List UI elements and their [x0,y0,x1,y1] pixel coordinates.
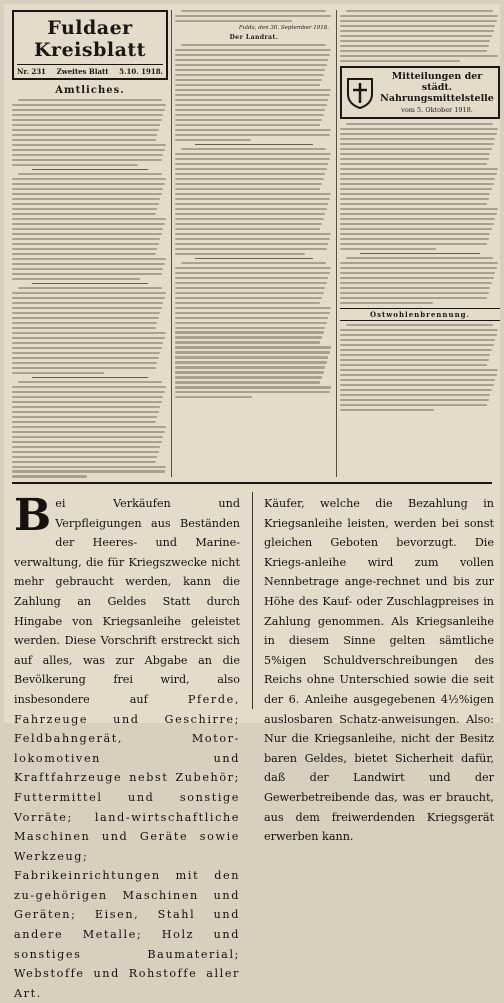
text-line [175,213,325,215]
text-line [12,352,160,354]
text-line [340,233,490,235]
text-line [12,278,140,280]
text-line [340,329,498,331]
text-line [175,248,327,250]
text-line [175,59,328,61]
text-line [12,327,156,329]
text-line [340,409,434,411]
text-line [12,198,160,200]
text-line [340,384,494,386]
text-line [12,406,160,408]
text-line [175,277,328,279]
text-line [175,193,331,195]
text-line [175,322,327,324]
text-line [12,411,159,413]
text-line [340,128,498,130]
text-line [12,292,166,294]
text-line [12,362,157,364]
text-line [175,396,252,398]
text-line [175,233,331,235]
text-line [12,263,165,265]
text-line [340,40,490,42]
text-line [340,228,492,230]
notice-text: ei Verkäufen und Verpfleigungen aus Beständen der Heeres- und Marine-verwaltung, die für Kriegszwecke nicht mehr gebraucht werden, kann die Zahlung an Geldes Statt durch Hingabe von Kriegsanleihe geleistet werden. Diese Vorschrift erstreckt sich auf alles, was zur Abgabe an die Bevölkerung frei wird, also insbesondere auf [14,497,240,706]
text-line [175,104,327,106]
text-line [340,404,487,406]
text-line [175,346,331,348]
text-line [340,183,494,185]
text-line [175,341,320,343]
text-line [12,164,138,166]
text-line [175,292,324,294]
article-text [340,324,500,411]
issue-date: 5.10. 1918. [119,67,163,76]
column-left [12,10,168,477]
text-line [175,366,325,368]
text-line [175,158,330,160]
article-text [340,257,500,304]
text-line [12,426,166,428]
text-line [12,297,165,299]
text-line [175,312,330,314]
text-line [12,421,156,423]
article-text [340,10,500,62]
text-line [12,144,166,146]
text-line [340,287,490,289]
text-line [12,134,157,136]
text-line [175,272,330,274]
text-line [175,391,330,393]
notice-column-right [264,494,494,844]
text-line [12,342,163,344]
text-line [12,367,156,369]
text-line [175,282,327,284]
text-line [175,307,331,309]
text-line [340,173,497,175]
article-text [12,381,168,478]
article-text [12,99,168,166]
text-line [346,324,493,326]
text-line [175,64,327,66]
text-line [175,331,324,333]
text-line [340,399,489,401]
masthead-title: Fuldaer Kreisblatt [34,17,146,61]
text-line [340,272,495,274]
text-line [340,292,489,294]
text-line [340,50,487,52]
divider [32,283,148,284]
text-line [12,401,162,403]
text-line [175,163,328,165]
text-line [175,253,305,255]
text-line [346,123,493,125]
text-line [340,297,487,299]
column-rule [336,10,337,477]
text-line [340,25,495,27]
text-line [175,243,328,245]
text-line [340,158,489,160]
text-line [340,374,497,376]
text-line [12,223,165,225]
text-line [12,357,159,359]
text-line [340,344,494,346]
text-line [12,475,87,477]
text-line [175,351,330,353]
text-line [12,188,163,190]
text-line [175,356,328,358]
text-line [340,364,487,366]
text-line [340,359,489,361]
text-line [175,188,320,190]
notice-conclusion: Also: Nur die Kriegsanleihe, nicht der Besitz baren Geldes, bietet Sicherheit dafür, daß der Landwirt und der Gewerbetreibende das, was er braucht, aus dem freiwerdenden Kriegsgerät erwerben kann. [264,712,494,844]
text-line [340,238,489,240]
edition-label: Zweites Blatt [56,67,109,76]
text-line [175,119,322,121]
text-line [12,109,165,111]
text-line [175,84,320,86]
newspaper-page [4,4,500,1000]
text-line [175,89,331,91]
text-line [175,223,322,225]
column-right [340,10,500,477]
text-line [340,30,494,32]
text-line [12,193,162,195]
text-line [340,148,492,150]
text-line [12,208,157,210]
text-line [12,312,160,314]
city-coat-of-arms-icon [345,76,375,110]
text-line [175,69,325,71]
text-line [340,218,495,220]
text-line [12,451,159,453]
text-line [12,386,166,388]
text-line [12,154,163,156]
text-line [340,153,490,155]
text-line [340,248,436,250]
divider [360,253,480,254]
text-line [12,213,156,215]
article-text [175,10,333,22]
notice-text: Käufer, welche die Bezahlung in Kriegsanleihe leisten, werden bei sonst gleichen Geboten bevorzugt. Die Kriegs-anleihe wird zum vollen Nennbetrage ange-rechnet und bis zur Höhe des Kauf- oder Zuschlagpreises in Zahlung genommen. Als Kriegsanleihe in diesem Sinne gelten sämtliche 5%igen Schuldverschreibungen des Reichs ohne Unterschied sowie die seit der 6. Anleihe ausgegebenen 4½%igen auslosbaren Schatz-anweisungen. [264,497,494,726]
text-line [340,302,433,304]
text-line [340,143,494,145]
text-line [175,168,327,170]
text-line [12,178,166,180]
text-line [175,198,330,200]
text-line [340,349,492,351]
text-line [12,114,163,116]
text-line [12,332,166,334]
text-line [175,327,325,329]
text-line [175,336,322,338]
text-line [12,253,156,255]
masthead [12,10,168,80]
article-text [175,44,333,141]
text-line [340,389,492,391]
text-line [340,168,498,170]
text-line [340,198,489,200]
text-line [340,282,492,284]
text-line [12,396,163,398]
text-line [175,203,328,205]
text-line [340,138,495,140]
text-line [175,54,330,56]
divider [32,377,148,378]
text-line [340,223,494,225]
text-line [340,15,498,17]
text-line [12,243,159,245]
text-line [175,79,322,81]
text-line [12,391,165,393]
text-line [340,188,492,190]
text-line [175,173,325,175]
text-line [175,386,331,388]
text-line [175,371,324,373]
text-line [12,268,163,270]
text-line [175,228,320,230]
column-middle [175,10,333,477]
text-line [12,446,160,448]
column-rule [171,10,172,477]
text-line [340,267,497,269]
text-line [12,228,163,230]
text-line [175,218,324,220]
text-line [340,163,487,165]
upper-columns [12,10,492,477]
text-line [175,114,324,116]
text-line [12,129,159,131]
article-text [12,173,168,280]
text-line [12,302,163,304]
text-line [175,361,327,363]
text-line [12,159,162,161]
text-line [181,44,326,46]
text-line [175,49,331,51]
war-loan-notice [12,482,494,1000]
text-line [175,297,322,299]
text-line [18,287,162,289]
text-line [175,317,328,319]
text-line [175,99,328,101]
text-line [12,436,163,438]
text-line [175,208,327,210]
text-line [340,277,494,279]
text-line [12,273,162,275]
text-line [181,262,326,264]
text-line [12,317,159,319]
text-line [175,238,330,240]
notice-box [340,66,500,119]
article-text [175,262,333,399]
text-line [18,173,162,175]
text-line [12,307,162,309]
text-line [175,74,324,76]
divider [32,169,148,170]
text-line [340,213,497,215]
text-line [12,466,166,468]
text-line [181,10,326,12]
divider [195,258,313,259]
text-line [12,149,165,151]
text-line [346,257,493,259]
text-line [175,15,331,17]
text-line [12,441,162,443]
divider [195,144,313,145]
issue-number: Nr. 231 [17,67,46,76]
text-line [12,347,162,349]
text-line [175,134,330,136]
text-line [175,302,320,304]
text-line [340,379,495,381]
text-line [12,104,166,106]
text-line [175,109,325,111]
notice-box-date: vom 5. Oktober 1918. [401,106,473,115]
notice-column-left [14,490,240,1000]
text-line [12,431,165,433]
text-line [12,461,156,463]
signature-date: Fulda, den 30. September 1918. [238,24,329,31]
text-line [12,337,165,339]
text-line [175,20,292,22]
text-line [12,416,157,418]
article-text [340,123,500,250]
text-line [340,45,489,47]
text-line [12,124,160,126]
text-line [340,178,495,180]
text-line [340,133,497,135]
text-line [175,267,331,269]
signature-author: Der Landrat. [229,33,279,41]
text-line [18,99,162,101]
section-headline: Ostwohlenbrennung. [340,308,500,321]
text-line [340,203,487,205]
text-line [346,10,493,12]
notice-box-title: Mitteilungen der städt. Nahrungsmittelstelle [380,71,494,105]
text-line [340,208,498,210]
text-line [175,153,331,155]
text-line [340,20,497,22]
section-title: Amtliches. [55,85,125,96]
text-line [340,262,498,264]
text-line [12,139,156,141]
text-line [340,354,490,356]
text-line [181,148,326,150]
text-line [18,381,162,383]
drop-cap: B [14,490,52,541]
text-line [12,238,160,240]
text-line [340,339,495,341]
text-line [340,60,460,62]
text-line [340,193,490,195]
text-line [12,470,165,472]
text-line [340,55,498,57]
text-line [175,139,251,141]
text-line [12,322,157,324]
text-line [12,456,157,458]
text-line [12,372,104,374]
text-line [12,218,166,220]
text-line [12,183,165,185]
text-line [340,243,487,245]
article-text [12,287,168,374]
text-line [175,376,322,378]
text-line [340,369,498,371]
text-line [175,178,324,180]
text-line [175,124,320,126]
text-line [175,381,320,383]
text-line [12,119,162,121]
masthead-info [17,64,163,76]
text-line [12,258,166,260]
notice-goods-list: Pferde, Fahrzeuge und Geschirre; Feldbahngerät, Motor-lokomotiven und Kraftfahrzeuge nebst Zubehör; Futtermittel und sonstige Vorräte; land-wirtschaftliche Maschinen und Geräte sowie Werkzeug; Fabrikeinrichtungen mit den zu-gehörigen Maschinen und Geräten; Eisen, Stahl und andere Metalle; Holz und sonstiges Baumaterial; Webstoffe und Rohstoffe aller Art. [14,692,240,1000]
article-text [175,148,333,255]
text-line [340,334,497,336]
text-line [175,183,322,185]
text-line [12,203,159,205]
text-line [340,35,492,37]
text-line [340,394,490,396]
text-line [175,94,330,96]
text-line [175,129,331,131]
text-line [12,248,157,250]
text-line [12,233,162,235]
column-rule [252,492,253,709]
text-line [175,287,325,289]
